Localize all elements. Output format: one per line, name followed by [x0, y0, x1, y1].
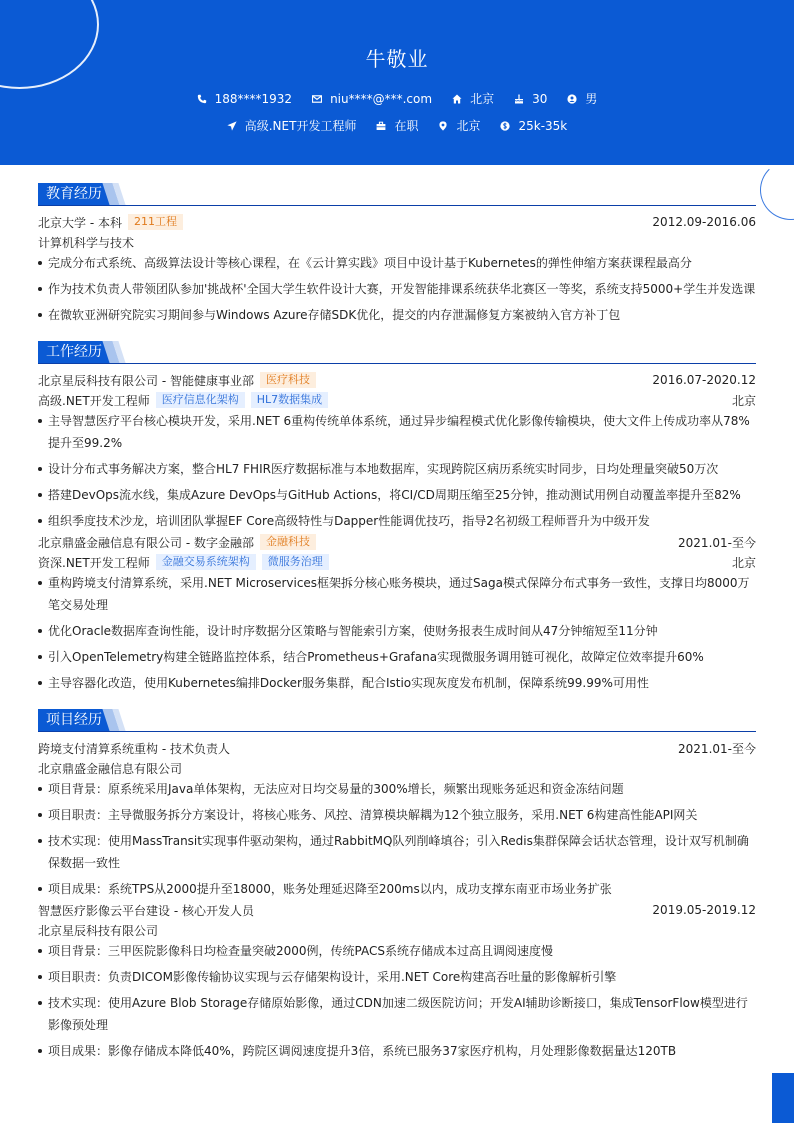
section-title-bar	[38, 341, 756, 364]
school-name: 北京大学 - 本科	[38, 215, 122, 230]
list-item: 设计分布式事务解决方案，整合HL7 FHIR医疗数据标准与本地数据库，实现跨院区病历系统实时同步，日均处理量突破50万次	[38, 458, 756, 480]
section-title-bar	[38, 709, 756, 732]
cake-icon	[514, 94, 524, 104]
status-text: 在职	[394, 119, 419, 133]
job-location: 北京	[731, 555, 756, 570]
list-item: 项目背景：三甲医院影像科日均检查量突破2000例，传统PACS系统存储成本过高且调阅速度慢	[38, 940, 756, 962]
project-bullets	[38, 940, 756, 1062]
money-icon	[500, 121, 510, 131]
home-icon	[452, 94, 462, 104]
education-period: 2012.09-2016.06	[652, 215, 756, 229]
project-entry	[38, 900, 756, 1062]
status-item	[376, 117, 418, 134]
project-company: 北京鼎盛金融信息有限公司	[38, 761, 183, 776]
phone-item	[197, 92, 292, 106]
project-company: 北京星辰科技有限公司	[38, 923, 159, 938]
job-header	[38, 370, 756, 390]
major-line	[38, 232, 756, 252]
major-text: 计算机科学与技术	[38, 235, 135, 250]
school-tag: 211工程	[128, 214, 183, 230]
education-header	[38, 212, 756, 232]
job-header	[38, 532, 756, 552]
project-company-line	[38, 758, 756, 778]
job-period: 2016.07-2020.12	[652, 373, 756, 387]
industry-tag: 金融科技	[260, 534, 316, 550]
job-role: 资深.NET开发工程师	[38, 555, 150, 570]
age-item	[514, 92, 547, 106]
project-name: 跨境支付清算系统重构 - 技术负责人	[38, 741, 230, 756]
skill-tag: 金融交易系统架构	[156, 554, 256, 570]
briefcase-icon	[376, 121, 386, 131]
candidate-name: 牛敬业	[365, 47, 429, 71]
project-header	[38, 900, 756, 920]
user-icon	[567, 94, 577, 104]
job-entry	[38, 532, 756, 694]
role-line	[38, 552, 756, 572]
salary-text: 25k-35k	[518, 118, 568, 133]
header-banner	[0, 0, 794, 165]
city-item	[452, 90, 494, 107]
position-item	[227, 117, 357, 134]
job-period: 2021.01-至今	[678, 535, 756, 550]
job-location: 北京	[731, 393, 756, 408]
skill-tag: HL7数据集成	[251, 392, 328, 408]
projects-section	[38, 709, 756, 1066]
list-item: 引入OpenTelemetry构建全链路监控体系，结合Prometheus+Grafana实现微服务调用链可视化，故障定位效率提升60%	[38, 646, 756, 668]
decorative-arc	[760, 160, 794, 220]
project-header	[38, 738, 756, 758]
education-bullets	[38, 252, 756, 326]
email-item	[312, 92, 432, 106]
job-intent-row	[0, 117, 794, 134]
contact-row	[0, 90, 794, 107]
position-text: 高级.NET开发工程师	[244, 119, 357, 133]
work-section	[38, 341, 756, 698]
project-period: 2019.05-2019.12	[652, 903, 756, 917]
list-item: 项目成果：影像存储成本降低40%，跨院区调阅速度提升3倍，系统已服务37家医疗机构，月处理影像数据量达120TB	[38, 1040, 756, 1062]
list-item: 作为技术负责人带领团队参加'挑战杯'全国大学生软件设计大赛，开发智能排课系统获华北赛区一等奖，系统支持5000+学生并发选课	[38, 278, 756, 300]
city-text: 北京	[470, 92, 495, 106]
list-item: 项目背景：原系统采用Java单体架构，无法应对日均交易量的300%增长，频繁出现账务延迟和资金冻结问题	[38, 778, 756, 800]
list-item: 主导智慧医疗平台核心模块开发，采用.NET 6重构传统单体系统，通过异步编程模式优化影像传输模块，使大文件上传成功率从78%提升至99.2%	[38, 410, 756, 454]
list-item: 技术实现：使用Azure Blob Storage存储原始影像，通过CDN加速二级医院访问；开发AI辅助诊断接口，集成TensorFlow模型进行影像预处理	[38, 992, 756, 1036]
list-item: 项目成果：系统TPS从2000提升至18000，账务处理延迟降至200ms以内，成功支撑东南亚市场业务扩张	[38, 878, 756, 900]
role-line	[38, 390, 756, 410]
list-item: 在微软亚洲研究院实习期间参与Windows Azure存储SDK优化，提交的内存泄漏修复方案被纳入官方补丁包	[38, 304, 756, 326]
list-item: 搭建DevOps流水线，集成Azure DevOps与GitHub Actions，将CI/CD周期压缩至25分钟，推动测试用例自动覆盖率提升至82%	[38, 484, 756, 506]
section-title: 教育经历	[38, 183, 110, 205]
job-bullets	[38, 572, 756, 694]
list-item: 主导容器化改造，使用Kubernetes编排Docker服务集群，配合Istio实现灰度发布机制，保障系统99.99%可用性	[38, 672, 756, 694]
email-icon	[312, 94, 322, 104]
gender-text: 男	[585, 92, 598, 106]
gender-item	[567, 90, 597, 107]
section-title: 工作经历	[38, 341, 110, 363]
send-icon	[227, 121, 237, 131]
education-section	[38, 183, 756, 330]
project-company-line	[38, 920, 756, 940]
list-item: 优化Oracle数据库查询性能，设计时序数据分区策略与智能索引方案，使财务报表生成时间从47分钟缩短至11分钟	[38, 620, 756, 642]
company-name: 北京鼎盛金融信息有限公司 - 数字金融部	[38, 535, 254, 550]
skill-tag: 医疗信息化架构	[156, 392, 245, 408]
section-title: 项目经历	[38, 709, 110, 731]
project-entry	[38, 738, 756, 900]
salary-item	[500, 119, 567, 133]
phone-text: 188****1932	[214, 91, 293, 106]
age-text: 30	[532, 91, 548, 106]
work-city-text: 北京	[456, 119, 481, 133]
list-item: 技术实现：使用MassTransit实现事件驱动架构，通过RabbitMQ队列削峰填谷；引入Redis集群保障会话状态管理，设计双写机制确保数据一致性	[38, 830, 756, 874]
job-entry	[38, 370, 756, 532]
section-title-bar	[38, 183, 756, 206]
list-item: 项目职责：主导微服务拆分方案设计，将核心账务、风控、清算模块解耦为12个独立服务，采用.NET 6构建高性能API网关	[38, 804, 756, 826]
list-item: 重构跨境支付清算系统，采用.NET Microservices框架拆分核心账务模块，通过Saga模式保障分布式事务一致性，支撑日均8000万笔交易处理	[38, 572, 756, 616]
project-period: 2021.01-至今	[678, 741, 756, 756]
decorative-corner-bar	[772, 1073, 794, 1123]
email-text: niu****@***.com	[330, 91, 433, 106]
list-item: 组织季度技术沙龙，培训团队掌握EF Core高级特性与Dapper性能调优技巧，指导2名初级工程师晋升为中级开发	[38, 510, 756, 532]
work-city-item	[438, 117, 480, 134]
skill-tag: 微服务治理	[262, 554, 329, 570]
location-pin-icon	[438, 121, 448, 131]
job-bullets	[38, 410, 756, 532]
phone-icon	[197, 94, 207, 104]
list-item: 完成分布式系统、高级算法设计等核心课程，在《云计算实践》项目中设计基于Kubernetes的弹性伸缩方案获课程最高分	[38, 252, 756, 274]
project-name: 智慧医疗影像云平台建设 - 核心开发人员	[38, 903, 254, 918]
project-bullets	[38, 778, 756, 900]
list-item: 项目职责：负责DICOM影像传输协议实现与云存储架构设计，采用.NET Core构建高吞吐量的影像解析引擎	[38, 966, 756, 988]
job-role: 高级.NET开发工程师	[38, 393, 150, 408]
industry-tag: 医疗科技	[260, 372, 316, 388]
company-name: 北京星辰科技有限公司 - 智能健康事业部	[38, 373, 254, 388]
